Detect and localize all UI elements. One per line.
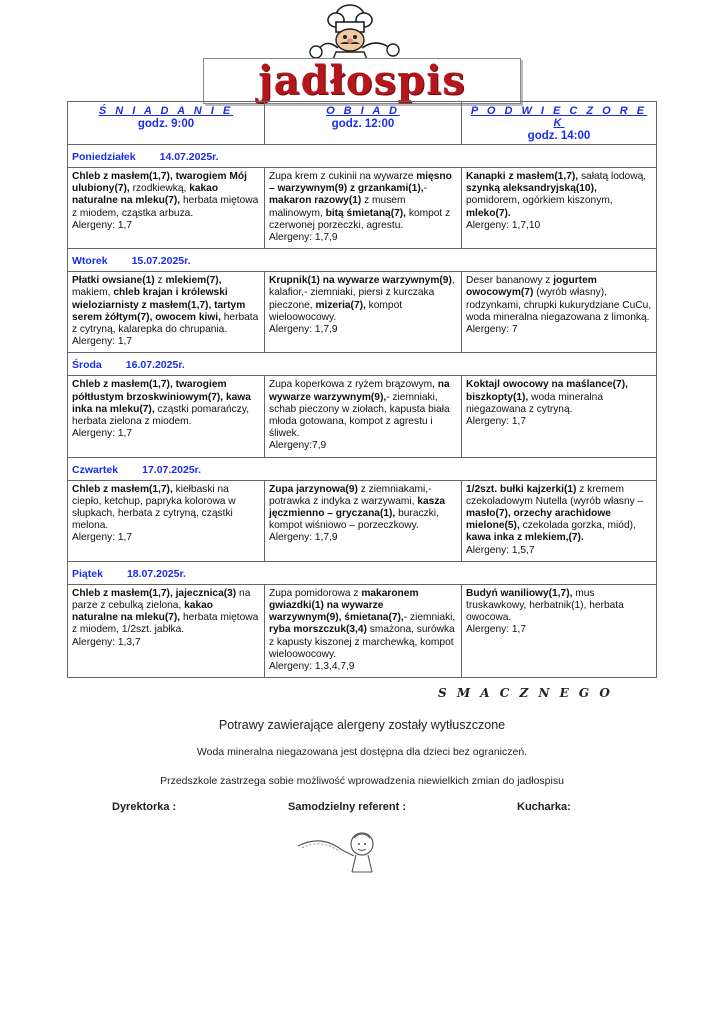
- allergen-text: ryba morszczuk(3,4): [269, 624, 367, 636]
- day-header: [68, 249, 657, 272]
- day-header-row: [68, 353, 657, 376]
- allergen-text: mleko(7).: [466, 207, 511, 219]
- allergen-text: kawa inka z mlekiem,(7).: [466, 532, 584, 544]
- day-header: [68, 353, 657, 376]
- meal-text: - ziemniaki,: [403, 612, 456, 624]
- col-name: Ś N I A D A N I E: [98, 105, 234, 117]
- meal-text: kompot z czerwonej porzeczki, agrestu.: [269, 207, 451, 231]
- meal-text: Alergeny: 1,7,10: [466, 219, 541, 231]
- meal-text: z: [154, 275, 166, 287]
- col-name: P O D W I E C Z O R E K: [470, 105, 648, 129]
- meal-row: [68, 376, 657, 457]
- chef-illustration: [298, 2, 428, 62]
- signature-cook: Kucharka:: [517, 801, 571, 813]
- lunch-cell: [265, 272, 462, 353]
- day-date: 15.07.2025r.: [131, 255, 191, 268]
- meal-row: [68, 168, 657, 249]
- meal-text: z kremem czekoladowym Nutella (wyrób własny –: [466, 483, 644, 507]
- menu-body: [68, 145, 657, 678]
- allergen-text: chleb krajan i królewski wieloziarnisty z masłem(1,7), tartym serem żółtym(7), owocem kiwi,: [72, 287, 246, 323]
- title-banner: [203, 58, 521, 104]
- day-date: 14.07.2025r.: [159, 151, 219, 163]
- meal-text: pomidorem, ogórkiem kiszonym,: [466, 195, 613, 207]
- column-header-row: [68, 102, 657, 145]
- meal-text: Deser bananowy z: [466, 275, 554, 287]
- lunch-cell: [265, 480, 462, 561]
- allergen-text: bitą śmietaną(7),: [325, 207, 407, 219]
- meal-text: Alergeny: 7: [466, 324, 518, 336]
- meal-row: [68, 584, 657, 677]
- snack-cell: [462, 272, 657, 353]
- meal-text: sałatą lodową,: [578, 171, 647, 182]
- meal-text: Alergeny: 1,7: [466, 624, 527, 636]
- day-label: Wtorek: [72, 255, 108, 268]
- meal-text: herbata z cytryną, kalarepka do chrupania.: [72, 311, 259, 336]
- col-breakfast: [68, 102, 265, 145]
- day-header: [68, 145, 657, 168]
- allergen-text: kakao naturalne na mleku(7),: [72, 183, 219, 207]
- day-label: Piątek: [72, 567, 103, 580]
- day-header-row: [68, 561, 657, 584]
- meal-text: Alergeny: 1,7: [72, 336, 133, 348]
- meal-text: Alergeny: 1,3,4,7,9: [269, 661, 355, 673]
- allergen-text: Chleb z masłem(1,7), twarogiem Mój ulubiony(7),: [72, 171, 247, 195]
- meal-text: herbata miętowa z miodem, 1/2szt. jabłka.: [72, 612, 259, 636]
- signature-director: Dyrektorka :: [112, 801, 177, 813]
- day-header-row: [68, 457, 657, 480]
- allergen-text: szynką aleksandryjską(10),: [466, 183, 597, 195]
- meal-text: woda mineralna niegazowana z cytryną.: [466, 391, 604, 415]
- day-header-row: [68, 249, 657, 272]
- day-date: 17.07.2025r.: [142, 463, 202, 476]
- allergen-text: Koktajl owocowy na maślance(7), biszkopty(1),: [466, 379, 628, 403]
- allergen-text: Chleb z masłem(1,7), twarogiem półtłustym brzoskwiniowym(7), kawa inka na mleku(7),: [72, 379, 251, 415]
- meal-text: Alergeny: 1,7,9: [269, 532, 338, 544]
- meal-text: rzodkiewką,: [129, 183, 190, 195]
- day-header-row: [68, 145, 657, 168]
- meal-text: kompot wieloowocowy.: [269, 299, 403, 323]
- meal-text: Alergeny: 1,7: [72, 219, 133, 231]
- allergen-text: masło(7), orzechy arachidowe mielone(5),: [466, 508, 611, 532]
- snack-cell: [462, 584, 657, 677]
- meal-text: - ziemniaki, schab pieczony w ziołach, kapusta biała młoda gotowana, kompot z agrestu i śliwek.: [269, 391, 450, 440]
- meal-text: -: [423, 183, 427, 195]
- changes-note: Przedszkole zastrzega sobie możliwość wprowadzenia niewielkich zmian do jadłospisu: [160, 775, 564, 787]
- day-date: 16.07.2025r.: [125, 359, 185, 372]
- meal-text: Zupa krem z cukinii na wywarze: [269, 171, 417, 182]
- meal-text: Alergeny: 1,3,7: [72, 636, 141, 648]
- meal-text: czekolada gorzka, miód),: [519, 520, 636, 532]
- allergen-text: Zupa jarzynowa(9): [269, 483, 358, 495]
- col-time: godz. 9:00: [137, 118, 195, 130]
- col-snack: [462, 102, 657, 145]
- meal-text: Alergeny: 1,7,9: [269, 232, 338, 244]
- meal-text: Alergeny: 1,7,9: [269, 324, 338, 336]
- allergen-note: Potrawy zawierające alergeny zostały wytłuszczone: [218, 718, 506, 732]
- day-date: 18.07.2025r.: [126, 567, 186, 580]
- allergen-text: Płatki owsiane(1): [72, 275, 155, 287]
- breakfast-cell: [68, 168, 265, 249]
- meal-text: z musem malinowym,: [269, 195, 406, 219]
- water-note: Woda mineralna niegazowana jest dostępna dla dzieci bez ograniczeń.: [196, 746, 528, 758]
- meal-text: mus truskawkowy, herbatnik(1), herbata owocowa.: [466, 587, 624, 624]
- signature-referent: Samodzielny referent :: [288, 801, 406, 813]
- meal-text: makiem,: [72, 287, 114, 299]
- lunch-cell: [265, 584, 462, 677]
- meal-text: z ziemniakami,- potrawka z indyka z warzywami,: [269, 483, 432, 507]
- breakfast-cell: [68, 480, 265, 561]
- snack-cell: [462, 376, 657, 457]
- meal-text: Alergeny: 1,5,7: [466, 544, 535, 556]
- meal-row: [68, 272, 657, 353]
- allergen-text: mięsno – warzywnym(9) z grzankami(1),: [269, 171, 452, 195]
- col-name: O B I A D: [326, 105, 400, 117]
- allergen-text: Krupnik(1) na wywarze warzywnym(9): [269, 275, 452, 287]
- meal-text: Alergeny: 1,7: [72, 532, 133, 544]
- day-header: [68, 457, 657, 480]
- allergen-text: jogurtem owocowym(7): [466, 275, 597, 299]
- allergen-text: kasza jęczmienno – gryczana(1),: [269, 495, 446, 520]
- meal-text: kiełbaski na ciepło, ketchup, papryka kolorowa w słupkach, herbata z cytryną, cząstki melona.: [72, 483, 236, 532]
- meal-text: smażona, surówka z kapusty kiszonej z marchewką, kompot wieloowocowy.: [269, 624, 455, 660]
- meal-text: (wyrób własny), rodzynkami, chrupki kukurydziane CuCu, woda mineralna niegazowana z limonką.: [466, 287, 652, 323]
- meal-text: Alergeny: 1,7: [466, 416, 527, 428]
- day-label: Czwartek: [72, 463, 119, 476]
- day-label: Środa: [72, 359, 102, 372]
- snack-cell: [462, 168, 657, 249]
- allergen-text: Chleb z masłem(1,7), jajecznica(3): [72, 587, 237, 599]
- meal-text: Zupa pomidorowa z: [269, 587, 362, 599]
- day-header: [68, 561, 657, 584]
- col-time: godz. 14:00: [527, 130, 591, 142]
- meal-text: Zupa koperkowa z ryżem brązowym,: [269, 379, 438, 391]
- meal-text: buraczki, kompot wiśniowo – porzeczkowy.: [269, 508, 439, 532]
- meal-text: , kalafior,- ziemniaki, piersi z kurczaka pieczone,: [269, 275, 455, 311]
- meal-text: cząstki pomarańczy, herbata zielona z miodem.: [72, 403, 250, 428]
- allergen-text: mizeria(7),: [315, 299, 366, 311]
- meal-text: Alergeny: 1,7: [72, 428, 133, 440]
- allergen-text: mlekiem(7),: [165, 275, 222, 287]
- allergen-text: Chleb z masłem(1,7),: [72, 483, 173, 495]
- allergen-text: kakao naturalne na mleku(7),: [72, 600, 214, 624]
- lunch-cell: [265, 168, 462, 249]
- day-label: Poniedziałek: [72, 151, 136, 163]
- snack-cell: [462, 480, 657, 561]
- breakfast-cell: [68, 376, 265, 457]
- meal-text: herbata miętowa z miodem, cząstka arbuza.: [72, 195, 259, 219]
- breakfast-cell: [68, 584, 265, 677]
- lunch-cell: [265, 376, 462, 457]
- breakfast-cell: [68, 272, 265, 353]
- page-title: jadłospis: [258, 57, 466, 104]
- col-lunch: [265, 102, 462, 145]
- allergen-text: na wywarze warzywnym(9),: [269, 379, 450, 403]
- kid-drawing-doodle: [296, 826, 386, 876]
- col-time: godz. 12:00: [331, 118, 395, 130]
- allergen-text: Kanapki z masłem(1,7),: [466, 171, 579, 182]
- allergen-text: makaron razowy(1): [269, 195, 362, 207]
- menu-table: [67, 101, 657, 678]
- meal-row: [68, 480, 657, 561]
- allergen-text: makaronem gwiazdki(1) na wywarze warzywnym(9), śmietana(7),: [269, 587, 419, 624]
- meal-text: Alergeny:7,9: [269, 440, 327, 452]
- allergen-text: Budyń waniliowy(1,7),: [466, 587, 573, 599]
- header: [0, 0, 724, 104]
- smacznego-text: S M A C Z N E G O: [438, 686, 613, 700]
- allergen-text: 1/2szt. bułki kajzerki(1): [466, 483, 577, 495]
- meal-text: na parze z cebulką zielona,: [72, 587, 251, 612]
